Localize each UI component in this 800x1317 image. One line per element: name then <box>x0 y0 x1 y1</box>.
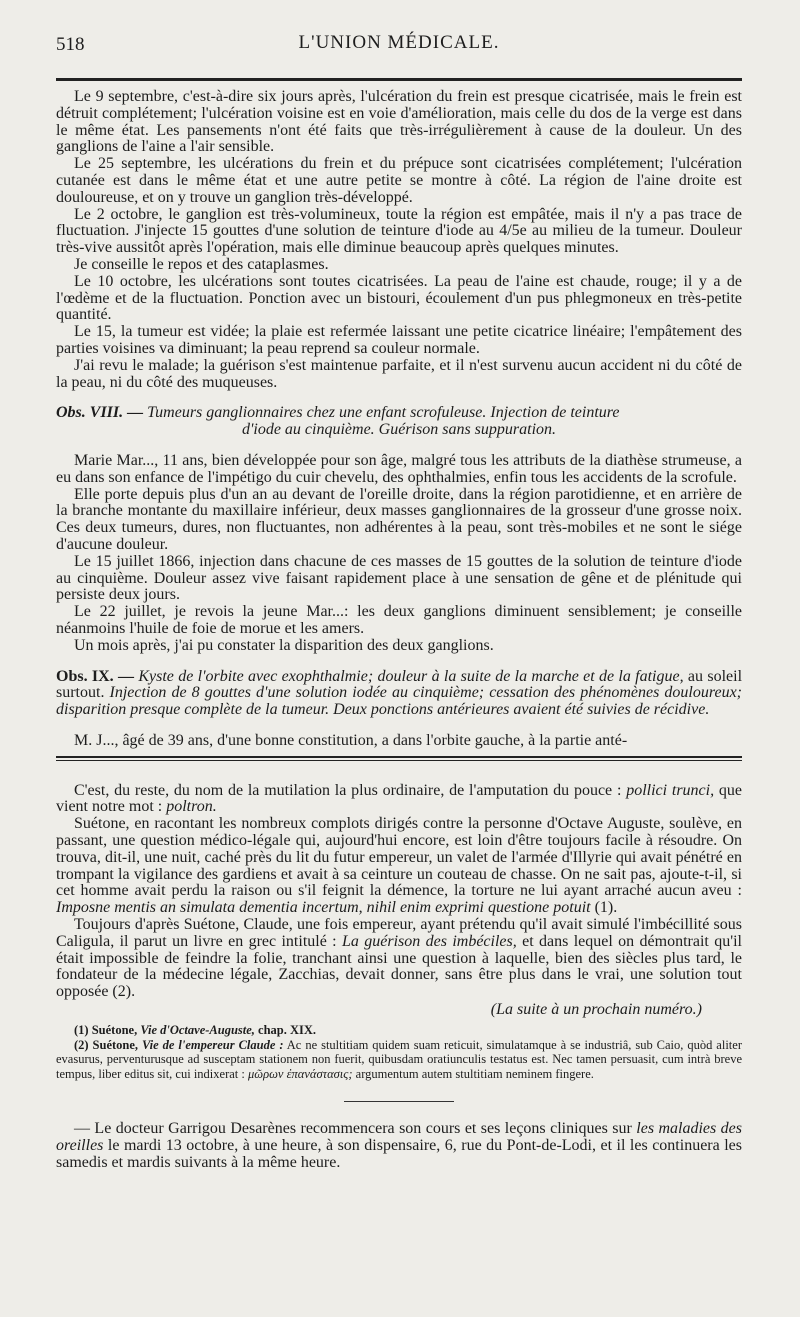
observation-title-rest: Injection de 8 gouttes d'une solution iodée au cinquième; cessation des phénomènes douloureux; disparition presque complète de la tumeur. Deux ponctions antérieures avaient été suivies de récidive. <box>56 684 742 719</box>
observation-heading-viii <box>56 405 742 439</box>
observation-title-roman: au soleil surtout. <box>56 667 743 702</box>
paragraph: Le 9 septembre, c'est-à-dire six jours après, l'ulcération du frein est presque cicatrisée, mais le frein est détruit complétement; l'ulcération voisine est en voie d'amélioration, mais celle du dos de la verge est dans le même état. Les pansements n'ont été faits que très-irrégulièrement à cause de la douleur. Un des ganglions de l'aine a l'air sensible. <box>56 88 742 156</box>
paragraph: Le 15 juillet 1866, injection dans chacune de ces masses de 15 gouttes de la solution de teinture d'iode au cinquième. Douleur assez vive faisant rapidement place à une sensation de gêne et de plénitude qui persiste deux jours. <box>56 552 742 604</box>
footnotes <box>56 1023 742 1081</box>
observation-title: Kyste de l'orbite avec exophthalmie; douleur à la suite de la marche et de la fatigue, <box>138 667 684 685</box>
feuilleton-rule-thin <box>56 760 742 761</box>
footnote-2: (2) Suétone, Vie de l'empereur Claude : Ac ne stultitiam quidem suam reticuit, simulatamque à se industriâ, sub Caio, quòd aliter evasurus, perventurusque ad susceptam stationem non fuerit, quibusdam oratiunculis testatus est. Nec tamen persuasit, cum intrà breve tempus, liber editus sit, cui indixerat : μῶρων ἐπανάστασις; argumentum autem stultitiam neminem fingere. <box>56 1037 742 1081</box>
page-header <box>56 26 742 56</box>
observation-label: Obs. IX. — <box>56 667 134 685</box>
page-number: 518 <box>56 34 85 55</box>
paragraph: Suétone, en racontant les nombreux complots dirigés contre la personne d'Octave Auguste, soulève, en passant, une question médico-légale qui, aujourd'hui encore, est loin d'être toujours facile à résoudre. On trouva, dit-il, une nuit, caché près du lit du futur empereur, un valet de l'armée d'Illyrie qui avait pénétré en trompant la vigilance des gardiens et avait à sa ceinture un couteau de chasse. On ne sait pas, ajoute-t-il, si cet homme avait perdu la raison ou s'il feignit la démence, la torture ne lui ayant arraché aucun aveu : Imposne mentis an simulata dementia incertum, nihil enim exprimi questione potuit (1). <box>56 815 742 917</box>
paragraph: Marie Mar..., 11 ans, bien développée pour son âge, malgré tous les attributs de la diathèse strumeuse, a eu dans son enfance de l'impétigo du cuir chevelu, des ophthalmies, enfin tous les accidents de la scrofule. <box>56 451 742 486</box>
case-continuation <box>56 89 742 391</box>
paragraph: Toujours d'après Suétone, Claude, une fois empereur, ayant prétendu qu'il avait simulé l'imbécillité sous Caligula, il parut un livre en grec intitulé : La guérison des imbéciles, et dans lequel on démontrait qu'il était impossible de feindre la folie, tranchant ainsi une question à laquelle, bien des siècles plus tard, le fondateur de la médecine légale, Zacchias, devait donner, sans être plus dans le vrai, une solution tout opposée (2). <box>56 916 742 1001</box>
observation-heading-ix <box>56 669 742 719</box>
separator-rule <box>344 1101 454 1102</box>
observation-title-line2: d'iode au cinquième. Guérison sans suppuration. <box>241 421 557 439</box>
case-viii-body <box>56 453 742 655</box>
paragraph: Le 15, la tumeur est vidée; la plaie est refermée laissant une petite cicatrice linéaire; l'empâtement des parties voisines va diminuant; la peau reprend sa couleur normale. <box>56 323 742 357</box>
paragraph: Le 10 octobre, les ulcérations sont toutes cicatrisées. La peau de l'aine est chaude, rouge; il y a de l'œdème et de la fluctuation. Ponction avec un bistouri, écoulement d'un pus phlegmoneux en très-petite quantité. <box>56 272 742 324</box>
paragraph: M. J..., âgé de 39 ans, d'une bonne constitution, a dans l'orbite gauche, à la partie anté- <box>74 731 628 749</box>
paragraph: C'est, du reste, du nom de la mutilation la plus ordinaire, de l'amputation du pouce : pollici trunci, que vient notre mot : poltron. <box>56 781 742 816</box>
paragraph: Elle porte depuis plus d'un an au devant de l'oreille droite, dans la région parotidienne, et en arrière de la branche montante du maxillaire inférieur, deux masses ganglionnaires de la grosseur d'une grosse noix. Ces deux tumeurs, dures, non fluctuantes, non adhérentes à la peau, sont très-mobiles et ne sont le siége d'aucune douleur. <box>56 485 742 553</box>
paragraph: Le 22 juillet, je revois la jeune Mar...: les deux ganglions diminuent sensiblement; je conseille néanmoins l'huile de foie de morue et les amers. <box>56 603 742 637</box>
paragraph: Le 2 octobre, le ganglion est très-volumineux, toute la région est empâtée, mais il n'y a pas trace de fluctuation. J'injecte 15 gouttes d'une solution de teinture d'iode au 4/5e au milieu de la tumeur. Douleur très-vive aussitôt après l'opération, mais elle diminue beaucoup après quelques minutes. <box>56 205 742 257</box>
feuilleton-rule <box>56 756 742 758</box>
observation-label: Obs. VIII. — <box>56 404 144 422</box>
paragraph: Un mois après, j'ai pu constater la disparition des deux ganglions. <box>74 636 494 654</box>
paragraph: Je conseille le repos et des cataplasmes. <box>74 255 329 273</box>
running-title: L'UNION MÉDICALE. <box>298 32 500 53</box>
continued-note: (La suite à un prochain numéro.) <box>490 1001 702 1019</box>
announcement: — Le docteur Garrigou Desarènes recommencera son cours et ses leçons cliniques sur les maladies des oreilles le mardi 13 octobre, à une heure, à son dispensaire, 6, rue du Pont-de-Lodi, et il les continuera les samedis et mardis suivants à la même heure. <box>56 1120 743 1172</box>
header-rule <box>56 78 742 81</box>
paragraph: Le 25 septembre, les ulcérations du frein et du prépuce sont cicatrisées complétement; l'ulcération cutanée est dans le même état et une autre petite se montre à côté. La région de l'aine droite est douloureuse, et on y trouve un ganglion très-développé. <box>56 155 742 206</box>
observation-title: Tumeurs ganglionnaires chez une enfant scrofuleuse. Injection de teinture <box>147 404 620 422</box>
paragraph: J'ai revu le malade; la guérison s'est maintenue parfaite, et il n'est survenu aucun accident ni du côté de la peau, ni du côté des muqueuses. <box>56 356 742 391</box>
footnote-1: (1) Suétone, Vie d'Octave-Auguste, chap. XIX. <box>74 1023 317 1038</box>
feuilleton <box>56 783 742 1019</box>
